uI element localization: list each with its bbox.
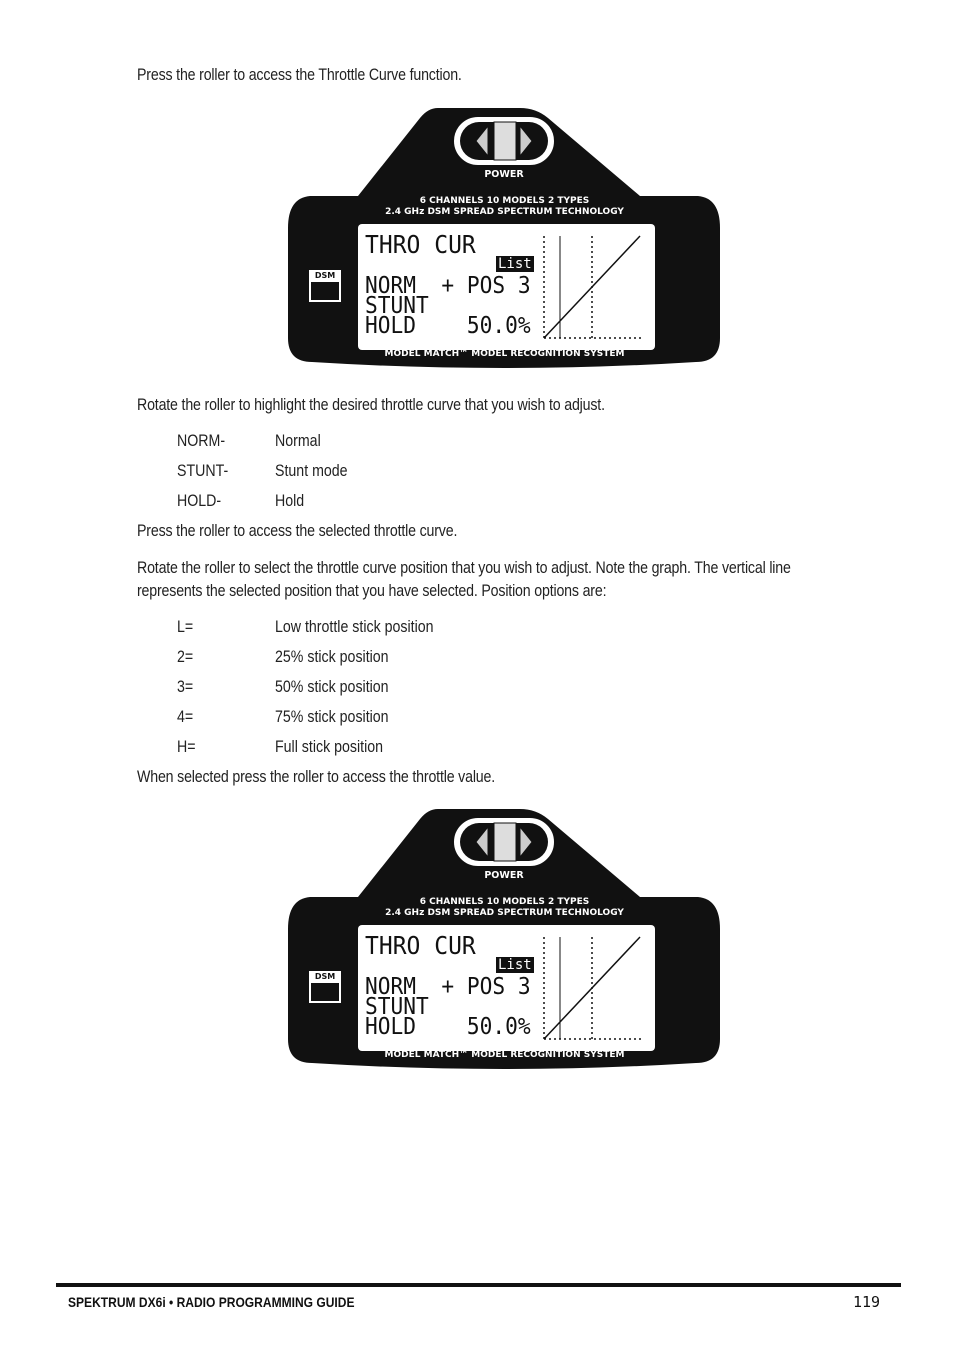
power-label: POWER <box>484 169 524 180</box>
position-key: 2= <box>177 648 194 666</box>
lcd-row-hold: HOLD 50.0% <box>365 313 531 339</box>
radio-illustration <box>288 807 721 1069</box>
lcd-title: THRO CUR <box>365 931 476 960</box>
footer-title: SPEKTRUM DX6i • RADIO PROGRAMMING GUIDE <box>68 1294 355 1310</box>
dsm-logo: DSM <box>314 271 336 280</box>
position-key: H= <box>177 738 196 756</box>
dsm-logo: DSM <box>314 972 336 981</box>
lcd-title: THRO CUR <box>365 230 476 259</box>
paragraph-rotate: Rotate the roller to highlight the desired throttle curve that you wish to adjust. <box>137 396 605 414</box>
lcd-curve-graph <box>542 234 652 344</box>
lcd-row-norm: NORM + POS 3 <box>365 273 531 299</box>
radio-illustration <box>288 106 721 368</box>
lcd-row-norm: NORM + POS 3 <box>365 974 531 1000</box>
paragraph-intro: Press the roller to access the Throttle Curve function. <box>137 66 462 84</box>
channels-text: 6 CHANNELS 10 MODELS 2 TYPES <box>419 897 590 907</box>
channels-text: 6 CHANNELS 10 MODELS 2 TYPES <box>419 196 590 206</box>
lcd-list-badge: List <box>498 957 532 973</box>
position-value: Low throttle stick position <box>275 618 434 636</box>
curve-key: NORM- <box>177 432 226 450</box>
dsm-tech-text: 2.4 GHz DSM SPREAD SPECTRUM TECHNOLOGY <box>385 908 624 918</box>
position-value: 25% stick position <box>275 648 389 666</box>
paragraph-positions-intro: Rotate the roller to select the throttle curve position that you wish to adjust. Note the graph. The vertical line represents the selected position that you have selected. Position options are: <box>137 559 791 600</box>
position-key: L= <box>177 618 194 636</box>
lcd-row-hold: HOLD 50.0% <box>365 1014 531 1040</box>
page-number: 119 <box>853 1293 881 1311</box>
lcd-list-badge: List <box>498 256 532 272</box>
lcd-row-stunt: STUNT <box>365 994 429 1020</box>
position-value: 50% stick position <box>275 678 389 696</box>
curve-value: Hold <box>275 492 305 510</box>
power-label: POWER <box>484 870 524 881</box>
dsm-tech-text: 2.4 GHz DSM SPREAD SPECTRUM TECHNOLOGY <box>385 207 624 217</box>
lcd-curve-graph <box>542 935 652 1045</box>
curve-value: Normal <box>275 432 321 450</box>
model-match-text: MODEL MATCH™ MODEL RECOGNITION SYSTEM <box>384 1050 625 1060</box>
model-match-text: MODEL MATCH™ MODEL RECOGNITION SYSTEM <box>384 349 625 359</box>
paragraph-press-selected: Press the roller to access the selected throttle curve. <box>137 522 458 540</box>
position-value: Full stick position <box>275 738 384 756</box>
paragraph-when-selected: When selected press the roller to access the throttle value. <box>137 768 496 786</box>
position-key: 4= <box>177 708 194 726</box>
footer-rule <box>56 1283 901 1287</box>
position-value: 75% stick position <box>275 708 389 726</box>
curve-key: HOLD- <box>177 492 222 510</box>
curve-key: STUNT- <box>177 462 229 480</box>
lcd-row-stunt: STUNT <box>365 293 429 319</box>
curve-value: Stunt mode <box>275 462 348 480</box>
position-key: 3= <box>177 678 194 696</box>
